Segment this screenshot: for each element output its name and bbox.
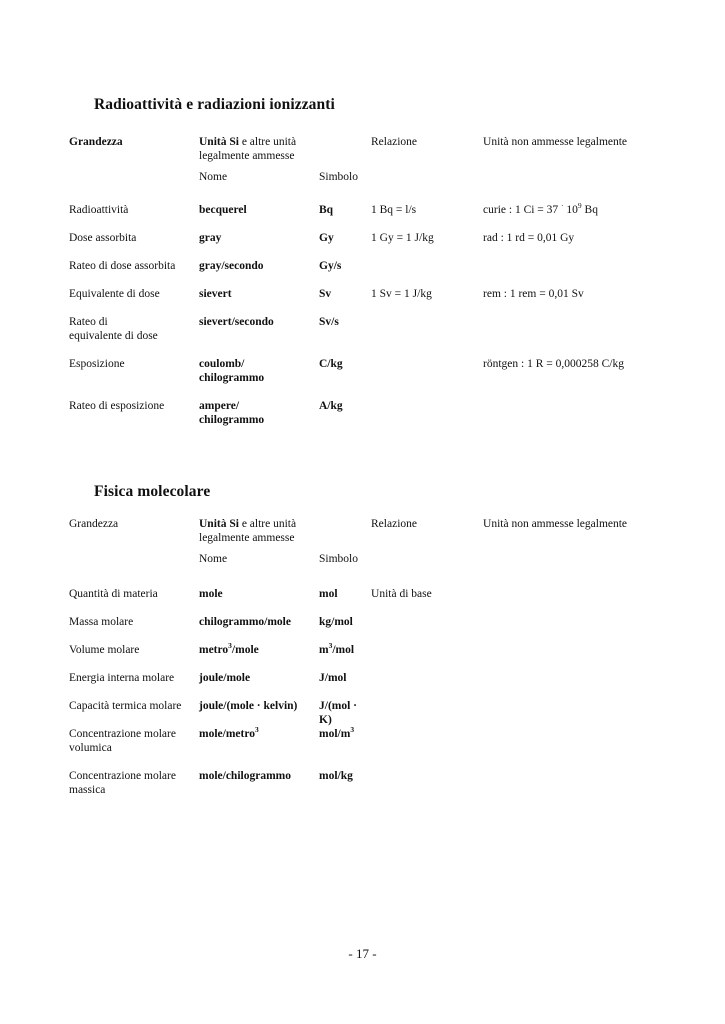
table-row [69,288,669,316]
quantity-cell: Rateo di dose assorbita [69,260,176,272]
quantity-cell: Capacità termica molare [69,700,182,712]
quantity-cell: Dose assorbita [69,232,137,244]
unit-symbol-cell: mol [319,588,338,600]
unit-name-cell: sievert [199,288,232,300]
quantity-cell: Massa molare [69,616,134,628]
subheader-simbolo: Simbolo [319,553,358,565]
unit-symbol-cell: A/kg [319,400,343,412]
table-row [69,232,669,260]
table-subheader-row [69,546,669,588]
unit-name-cell: gray/secondo [199,260,264,272]
table-row [69,204,669,232]
units-table-fisica-molecolare [69,518,669,800]
quantity-cell: Radioattività [69,204,129,216]
unit-name-cell: coulomb/ chilogrammo [199,358,265,384]
non-legal-unit-cell: curie : 1 Ci = 37 · $10^9$ Bq [483,201,598,216]
table-row [69,672,669,700]
unit-symbol-cell: mol/$m^3$ [319,725,355,740]
subheader-simbolo: Simbolo [319,171,358,183]
unit-symbol-cell: Sv/s [319,316,339,328]
unit-symbol-cell: kg/mol [319,616,353,628]
unit-name-cell: ampere/ chilogrammo [199,400,265,426]
quantity-cell: Volume molare [69,644,140,656]
unit-name-cell: sievert/secondo [199,316,274,328]
relation-cell: 1 Sv = 1 J/kg [371,288,432,300]
table-row [69,770,669,800]
header-grandezza: Grandezza [69,518,119,530]
unit-symbol-cell: Bq [319,204,334,216]
unit-name-cell: becquerel [199,204,247,216]
unit-name-cell: mole/metro$^3$ [199,725,259,740]
table-row [69,316,669,358]
table-row [69,400,669,430]
unit-symbol-cell: Gy/s [319,260,342,272]
unit-symbol-cell: J/(mol · K) [319,700,358,726]
quantity-cell: Concentrazione molare massica [69,770,176,796]
quantity-cell: Quantità di materia [69,588,158,600]
quantity-cell: Energia interna molare [69,672,175,684]
quantity-cell: Esposizione [69,358,125,370]
unit-symbol-cell: Sv [319,288,332,300]
header-relazione: Relazione [371,518,417,530]
table-row [69,616,669,644]
unit-symbol-cell: J/mol [319,672,347,684]
quantity-cell: Equivalente di dose [69,288,160,300]
header-unita-si: Unità Si e altre unità legalmente ammesse [199,136,297,162]
page-number: - 17 - [348,946,377,961]
table-row [69,358,669,400]
section-title-radioattivita: Radioattività e radiazioni ionizzanti [94,96,335,113]
unit-symbol-cell: C/kg [319,358,343,370]
header-relazione: Relazione [371,136,417,148]
header-unita-si: Unità Si e altre unità legalmente ammesse [199,518,297,544]
table-row [69,260,669,288]
header-unita-non-ammesse: Unità non ammesse legalmente [483,518,628,530]
non-legal-unit-cell: röntgen : 1 R = 0,000258 C/kg [483,358,624,370]
unit-name-cell: gray [199,232,222,244]
quantity-cell: Rateo di equivalente di dose [69,316,158,342]
subheader-nome: Nome [199,553,228,565]
relation-cell: 1 Bq = l/s [371,204,417,216]
relation-cell: 1 Gy = 1 J/kg [371,232,434,244]
unit-name-cell: metro$^3$/mole [199,641,259,656]
table-row [69,728,669,770]
table-row [69,700,669,728]
unit-name-cell: mole/chilogrammo [199,770,291,782]
table-row [69,644,669,672]
header-grandezza: Grandezza [69,136,123,148]
table-subheader-row [69,164,669,204]
unit-name-cell: mole [199,588,223,600]
header-unita-non-ammesse: Unità non ammesse legalmente [483,136,628,148]
unit-name-cell: chilogrammo/mole [199,616,291,628]
units-table-radioattivita [69,136,669,430]
quantity-cell: Concentrazione molare volumica [69,728,176,754]
non-legal-unit-cell: rad : 1 rd = 0,01 Gy [483,232,575,244]
section-title-fisica-molecolare: Fisica molecolare [94,483,211,500]
quantity-cell: Rateo di esposizione [69,400,165,412]
relation-cell: Unità di base [371,588,432,600]
table-header-row [69,136,669,164]
subheader-nome: Nome [199,171,228,183]
unit-symbol-cell: mol/kg [319,770,353,782]
table-row [69,588,669,616]
non-legal-unit-cell: rem : 1 rem = 0,01 Sv [483,288,584,300]
unit-symbol-cell: $m^3$/mol [319,641,355,656]
unit-name-cell: joule/mole [199,672,251,684]
unit-symbol-cell: Gy [319,232,334,244]
unit-name-cell: joule/(mole · kelvin) [199,700,298,712]
table-header-row [69,518,669,546]
